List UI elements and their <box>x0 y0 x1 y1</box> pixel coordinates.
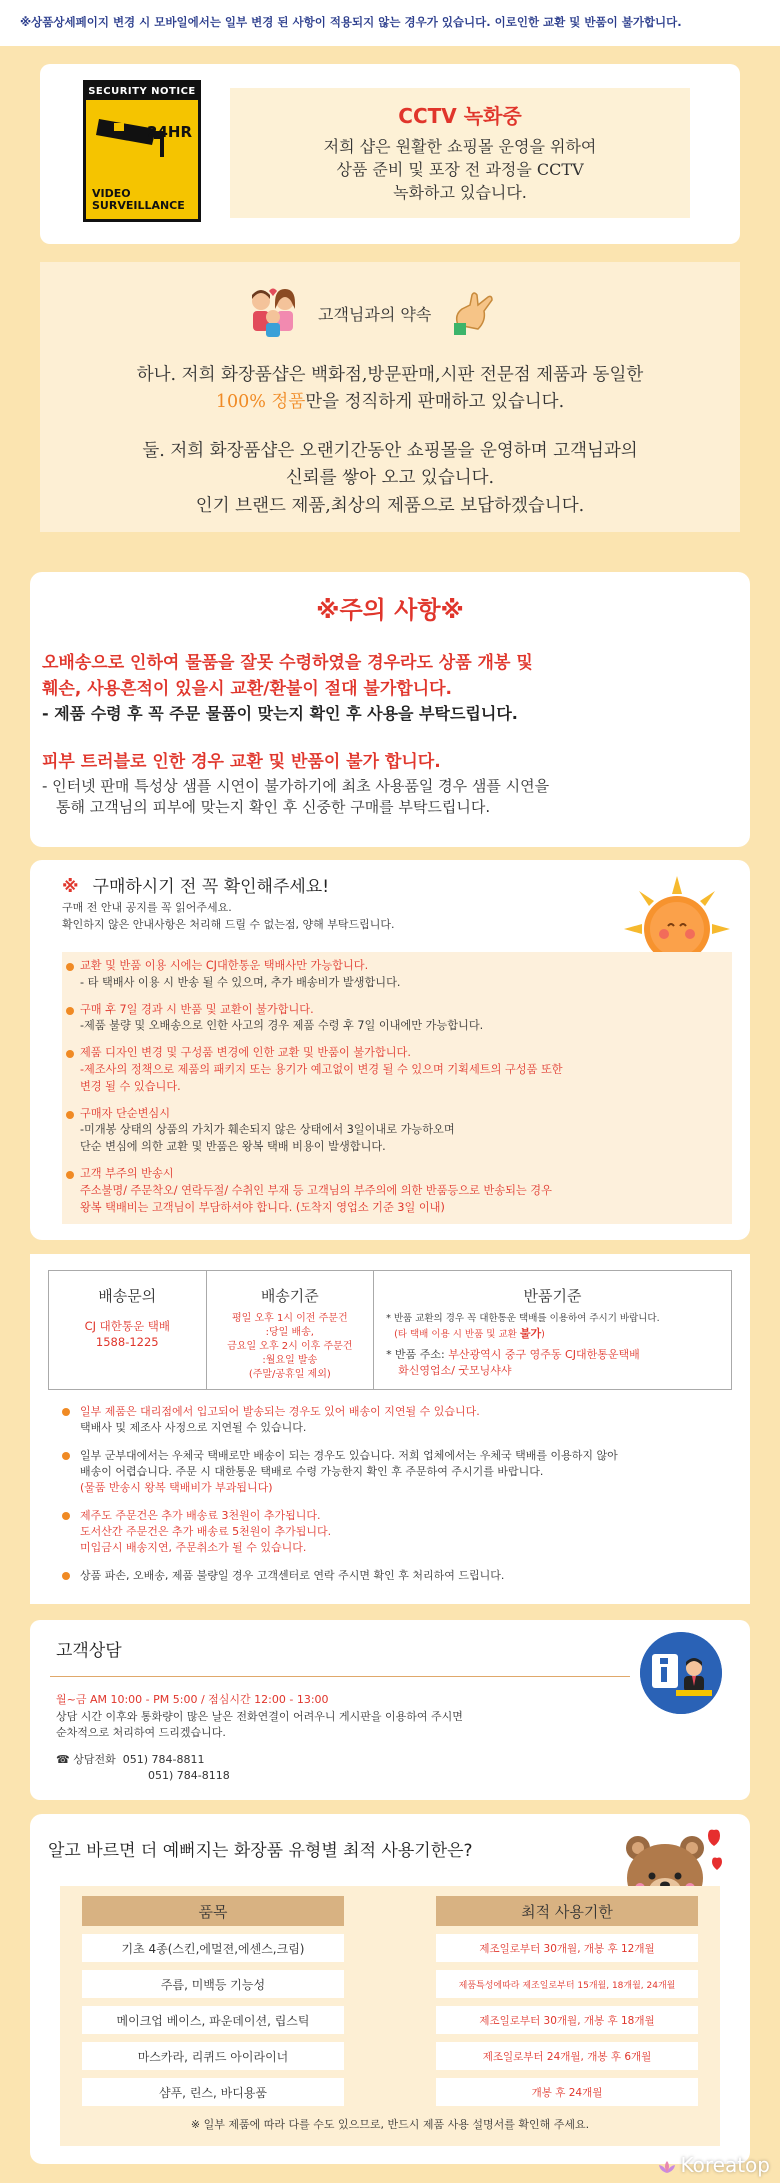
purchase-item-heading: 제품 디자인 변경 및 구성품 변경에 인한 교환 및 반품이 불가합니다. <box>80 1046 411 1060</box>
return-line-part: ) <box>541 1329 545 1341</box>
caution-small-line1: - 인터넷 판매 특성상 샘플 시연이 불가하기에 최초 사용품일 경우 샘플 시연을 <box>42 776 550 795</box>
security-notice-sign <box>83 80 201 222</box>
promise-p1-line2 <box>40 389 740 416</box>
expiry-period: 개봉 후 24개월 <box>436 2078 698 2106</box>
cctv-title: CCTV 녹화중 <box>398 104 522 128</box>
purchase-sub-line: 확인하지 않은 안내사항은 처리해 드릴 수 없는점, 양해 부탁드립니다. <box>62 917 395 931</box>
expiry-note: ※ 일부 제품에 따라 다를 수도 있으므로, 반드시 제품 사용 설명서를 확인해 주세요. <box>190 2118 590 2131</box>
koreatop-logo <box>657 2153 770 2177</box>
purchase-item <box>62 1166 732 1216</box>
expiry-period: 제품특성에따라 제조일로부터 15개월, 18개월, 24개월 <box>436 1970 698 1998</box>
purchase-item <box>62 1002 732 1036</box>
return-line <box>386 1326 731 1343</box>
reference-mark: ※ <box>62 877 79 897</box>
shipping-note-line: (물품 반송시 왕복 택배비가 부과됩니다) <box>80 1480 273 1494</box>
return-address-value: 화신영업소/ 굿모닝샤샤 <box>398 1364 512 1378</box>
expiry-period: 제조일로부터 30개월, 개봉 후 18개월 <box>436 2006 698 2034</box>
cs-phone-label: ☎ 상담전화 <box>56 1752 116 1766</box>
shipping-note <box>60 1404 730 1436</box>
cs-line: 상담 시간 이후와 통화량이 많은 날은 전화연결이 어려우니 게시판을 이용하여 주시면 <box>56 1709 463 1723</box>
promise-p2-line3: 인기 브랜드 제품,최상의 제품으로 보답하겠습니다. <box>195 495 585 516</box>
purchase-item-heading: 교환 및 반품 이용 시에는 CJ대한통운 택배사만 가능합니다. <box>80 959 369 972</box>
purchase-title <box>62 872 329 897</box>
courier-phone: 1588-1225 <box>95 1335 159 1350</box>
purchase-item-detail: - 타 택배사 이용 시 반송 될 수 있으며, 추가 배송비가 발생합니다. <box>80 975 401 989</box>
shipping-standard-line: :당일 배송, <box>265 1327 314 1338</box>
cs-hours: 월~금 AM 10:00 - PM 5:00 / 점심시간 12:00 - 13:00 <box>56 1693 329 1706</box>
purchase-items-list <box>62 952 732 1224</box>
purchase-sub-line: 구매 전 안내 공지를 꼭 읽어주세요. <box>62 901 232 914</box>
expiry-row <box>82 2006 698 2034</box>
cs-phone: 051) 784-8811 <box>122 1752 205 1766</box>
expiry-item: 샴푸, 린스, 바디용품 <box>82 2078 344 2106</box>
caution-red-2: 피부 트러블로 인한 경우 교환 및 반품이 불가 합니다. <box>42 752 441 772</box>
customer-service-section <box>30 1620 750 1800</box>
caution-small <box>30 776 750 820</box>
shipping-note-line: 도서산간 주문건은 추가 배송료 5천원이 추가됩니다. <box>80 1524 332 1538</box>
shipping-standard-heading: 배송기준 <box>260 1287 319 1305</box>
sign-footer <box>92 188 185 213</box>
shipping-inquiry-col <box>49 1271 207 1389</box>
cctv-line: 녹화하고 있습니다. <box>393 183 527 203</box>
shipping-note <box>60 1568 730 1584</box>
shipping-note-line: 제주도 주문건은 추가 배송료 3천원이 추가됩니다. <box>80 1508 321 1522</box>
cs-title: 고객상담 <box>56 1641 122 1661</box>
cctv-body <box>230 135 690 205</box>
return-line: * 반품 교환의 경우 꼭 대한통운 택배를 이용하여 주시기 바랍니다. <box>386 1313 660 1324</box>
top-notice: ※상품상세페이지 변경 시 모바일에서는 일부 변경 된 사항이 적용되지 않는 경우가 있습니다. 이로인한 교환 및 반품이 불가합니다. <box>0 0 780 46</box>
purchase-subtitle <box>62 900 395 933</box>
return-line-strong: 불가 <box>519 1327 542 1341</box>
cs-body <box>56 1692 463 1785</box>
return-standard-heading: 반품기준 <box>523 1287 582 1305</box>
purchase-item-detail: -미개봉 상태의 상품의 가치가 훼손되지 않은 상태에서 3일이내로 가능하오며 <box>80 1123 455 1137</box>
courier-name: CJ 대한통운 택배 <box>84 1319 170 1333</box>
shipping-standard-line: 평일 오후 1시 이전 주문건 <box>231 1313 348 1324</box>
cctv-section <box>40 64 740 244</box>
expiry-row <box>82 2078 698 2106</box>
purchase-item-detail: 주소불명/ 주문착오/ 연락두절/ 수취인 부재 등 고객님의 부주의에 의한 반품등으로 반송되는 경우 <box>80 1183 552 1197</box>
cs-line: 순차적으로 처리하여 드리겠습니다. <box>56 1726 226 1739</box>
promise-p1-rest: 만을 정직하게 판매하고 있습니다. <box>305 392 565 413</box>
info-desk-icon <box>640 1632 722 1714</box>
lotus-icon <box>657 2160 677 2174</box>
purchase-item-detail: -제조사의 정책으로 제품의 패키지 또는 용기가 예고없이 변경 될 수 있으며 기획세트의 구성품 또한 <box>80 1062 563 1076</box>
return-address-label: * 반품 주소: <box>386 1347 449 1361</box>
purchase-item <box>62 958 732 992</box>
caution-section <box>30 572 750 847</box>
promise-p1-line1: 하나. 저희 화장품샵은 백화점,방문판매,시판 전문점 제품과 동일한 <box>136 365 644 385</box>
purchase-item-heading: 구매자 단순변심시 <box>80 1106 171 1120</box>
cctv-line: 상품 준비 및 포장 전 과정을 CCTV <box>336 160 584 180</box>
shipping-standard-col <box>207 1271 375 1389</box>
purchase-item-detail: 단순 변심에 의한 교환 및 반품은 왕복 택배 비용이 발생합니다. <box>80 1140 386 1154</box>
cs-phone-row <box>56 1752 463 1769</box>
cctv-line: 저희 샵은 원활한 쇼핑몰 운영을 위하여 <box>323 137 597 156</box>
return-standard-text <box>374 1312 731 1380</box>
sign-footer-line1: VIDEO <box>92 186 131 200</box>
shipping-note-line: 일부 제품은 대리점에서 입고되어 발송되는 경우도 있어 배송이 지연될 수 있습니다. <box>80 1405 480 1418</box>
expiry-row <box>82 1934 698 1962</box>
shipping-note-line: 배송이 어렵습니다. 주문 시 대한통운 택배로 수령 가능한지 확인 후 주문하여 주시기를 바랍니다. <box>80 1464 544 1478</box>
expiry-period: 제조일로부터 30개월, 개봉 후 12개월 <box>436 1934 698 1962</box>
sign-24hr: 24HR <box>147 123 192 141</box>
cs-divider <box>50 1676 630 1677</box>
expiry-period-section <box>30 1814 750 2164</box>
purchase-item-detail: 왕복 택배비는 고객님이 부담하셔야 합니다. (도착지 영업소 기준 3일 이내) <box>80 1200 445 1214</box>
cctv-text-box <box>230 88 690 218</box>
shipping-standard-line: 금요일 오후 2시 이후 주문건 <box>227 1341 353 1352</box>
return-standard-col <box>374 1271 731 1389</box>
caution-red-1-line2: 훼손, 사용흔적이 있을시 교환/환불이 절대 불가합니다. <box>42 678 453 699</box>
expiry-row <box>82 1970 698 1998</box>
expiry-table <box>60 1886 720 2146</box>
expiry-title: 알고 바르면 더 예뻐지는 화장품 유형별 최적 사용기한은? <box>48 1841 473 1861</box>
shipping-table <box>48 1270 732 1390</box>
promise-section <box>40 262 740 532</box>
shipping-standard-line: (주말/공휴일 제외) <box>248 1369 331 1380</box>
shipping-note-line: 상품 파손, 오배송, 제품 불량일 경우 고객센터로 연락 주시면 확인 후 처리하여 드립니다. <box>80 1568 505 1582</box>
caution-red-1-line1: 오배송으로 인하여 물품을 잘못 수령하였을 경우라도 상품 개봉 및 <box>42 653 533 673</box>
purchase-check-section <box>30 860 750 1240</box>
logo-text: Koreatop <box>680 2153 770 2177</box>
pinky-promise-hand-icon <box>448 287 498 337</box>
purchase-item-detail: 변경 될 수 있습니다. <box>80 1079 181 1093</box>
expiry-col-period: 최적 사용기한 <box>436 1896 698 1926</box>
promise-header <box>210 282 590 342</box>
expiry-item: 마스카라, 리퀴드 아이라이너 <box>82 2042 344 2070</box>
shipping-notes <box>60 1404 730 1595</box>
expiry-period: 제조일로부터 24개월, 개봉 후 6개월 <box>436 2042 698 2070</box>
expiry-header-row <box>82 1896 698 1926</box>
shipping-note <box>60 1508 730 1556</box>
shipping-note-line: 택배사 및 제조사 사정으로 지연될 수 있습니다. <box>80 1420 307 1434</box>
cs-phone: 051) 784-8118 <box>148 1769 230 1782</box>
promise-body <box>40 362 740 520</box>
shipping-note-line: 미입금시 배송지연, 주문취소가 될 수 있습니다. <box>80 1540 307 1554</box>
purchase-item <box>62 1045 732 1095</box>
caution-small-line2: 통해 고객님의 피부에 맞는지 확인 후 신중한 구매를 부탁드립니다. <box>56 798 491 817</box>
promise-title: 고객님과의 약속 <box>318 305 432 324</box>
purchase-item-heading: 구매 후 7일 경과 시 반품 및 교환이 불가합니다. <box>80 1002 314 1016</box>
promise-p2-line1: 둘. 저희 화장품샵은 오랜기간동안 쇼핑몰을 운영하며 고객님과의 <box>142 441 638 462</box>
return-address-value: 부산광역시 중구 영주동 CJ대한통운택배 <box>448 1347 640 1361</box>
sign-footer-line2: SURVEILLANCE <box>92 199 185 213</box>
shipping-section <box>30 1254 750 1604</box>
shipping-standard-line: :월요일 발송 <box>262 1355 318 1366</box>
caution-black-1: - 제품 수령 후 꼭 주문 물품이 맞는지 확인 후 사용을 부탁드립니다. <box>42 704 518 723</box>
family-icon <box>245 287 301 339</box>
purchase-item-detail: -제품 불량 및 오배송으로 인한 사고의 경우 제품 수령 후 7일 이내에만 가능합니다. <box>80 1019 484 1033</box>
return-address <box>386 1347 731 1364</box>
promise-p2-line2: 신뢰를 쌓아 오고 있습니다. <box>285 468 495 489</box>
sign-header: SECURITY NOTICE <box>86 83 198 100</box>
shipping-note <box>60 1448 730 1496</box>
expiry-item: 주름, 미백등 기능성 <box>82 1970 344 1998</box>
expiry-item: 기초 4종(스킨,에멀젼,에센스,크림) <box>82 1934 344 1962</box>
expiry-row <box>82 2042 698 2070</box>
caution-red-1 <box>30 651 750 702</box>
genuine-highlight: 100% 정품 <box>215 392 306 413</box>
shipping-inquiry-heading: 배송문의 <box>98 1287 157 1305</box>
purchase-title-text: 구매하시기 전 꼭 확인해주세요! <box>92 877 330 897</box>
purchase-item-heading: 고객 부주의 반송시 <box>80 1166 174 1180</box>
return-line-part: (타 택배 이용 시 반품 및 교환 <box>394 1329 520 1341</box>
purchase-item <box>62 1106 732 1156</box>
shipping-note-line: 일부 군부대에서는 우체국 택배로만 배송이 되는 경우도 있습니다. 저희 업체에서는 우체국 택배를 이용하지 않아 <box>80 1448 618 1462</box>
caution-title: ※주의 사항※ <box>316 596 464 624</box>
expiry-item: 메이크업 베이스, 파운데이션, 립스틱 <box>82 2006 344 2034</box>
expiry-col-item: 품목 <box>82 1896 344 1926</box>
